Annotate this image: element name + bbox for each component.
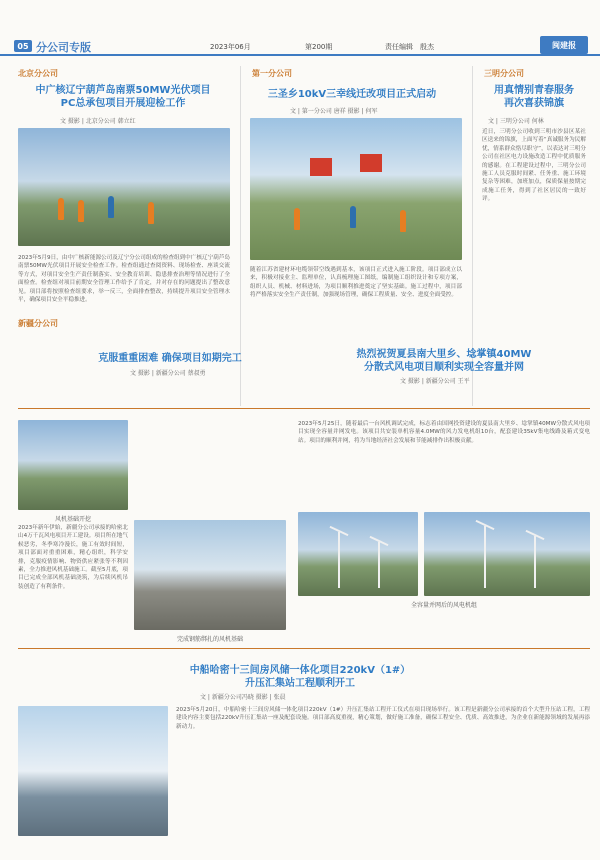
issue-date: 2023年06月 xyxy=(210,43,251,51)
article-3-tag: 三明分公司 xyxy=(484,69,524,78)
editor-label: 责任编辑 xyxy=(385,43,413,51)
worker-figure xyxy=(78,200,84,222)
article-1-photo xyxy=(18,128,230,246)
worker-figure xyxy=(400,210,406,232)
article-4-photo-1 xyxy=(18,420,128,510)
article-5-byline: 文 摄影 | 新疆分公司 王平 xyxy=(400,378,470,385)
section-rule xyxy=(18,408,590,409)
article-1-tag: 北京分公司 xyxy=(18,69,58,78)
red-flag xyxy=(310,158,332,176)
worker-figure xyxy=(148,202,154,224)
article-5-photo-1 xyxy=(298,512,418,596)
article-6-body: 2023年5月20日，中船哈密十三间房风储一体化项目220kV（1#）升压汇集站工程开工仪式在项目现场举行。该工程是新疆分公司承接的首个大型升压站工程，工程建设内容主要包括220kV升压汇集站一座及配套设施。项目部高度重视，精心策划，做好施工准备，确保工程安全、优质、高效推进，为企业在新能源领域的发展再添新动力。 xyxy=(176,707,590,730)
article-3-body: 近日，三明分公司收到三明市沙县区某社区送来的锦旗，上面写着“真诚服务为民解忧，情系群众恪尽职守”，以表达对三明分公司在社区电力设施改造工程中优质服务的感谢。在工程建设过程中，三明分公司施工人员克服时间紧、任务重、施工环境复杂等困难，加班加点，保质保量按期完成施工任务，得到了社区居民的一致好评。 xyxy=(482,129,586,203)
red-flag xyxy=(360,154,382,172)
article-3-headline: 用真情别青春服务 再次喜获锦旗 xyxy=(494,85,574,109)
article-4-caption-1: 风机基础开挖 xyxy=(54,516,91,523)
article-1-headline: 中广核辽宁葫芦岛南票50MW光伏项目 PC总承包项目开展迎检工作 xyxy=(35,85,211,109)
article-4-photo-2 xyxy=(134,520,286,630)
article-2-byline: 文 | 第一分公司 唐祥 摄影 | 何军 xyxy=(290,108,378,115)
article-6-photo xyxy=(18,706,168,836)
editor-name: 殷杰 xyxy=(420,43,434,51)
article-4-tag: 新疆分公司 xyxy=(18,319,58,328)
article-5-body: 2023年5月25日，随着最后一台风机调试完成，标志着由国网投资建设的夏县南大里乡、埝掌镇40MW分散式风电项目实现全容量并网发电。该项目共安装单机容量4.0MW的风力发电机组10台，配套建设35kV集电线路及箱式变电站。项目的顺利并网，将为当地经济社会发展和节能减排作出积极贡献。 xyxy=(298,421,590,444)
section-rule xyxy=(18,648,590,649)
turbine-figure xyxy=(378,542,380,588)
article-2-body: 随着江苏省建材环电缆领带空线遇到基本，该项目正式进入施工阶段。项目部成立以来，积极对接业主、监理单位，认真梳理施工图纸，编制施工组织设计和专项方案，组织人员、机械、材料进场，为项目顺利推进奠定了坚实基础。施工过程中，项目部将严格落实安全生产责任制，加强现场管理，确保工程质量、安全、进度全面受控。 xyxy=(250,267,462,299)
page-number: 05 xyxy=(14,40,32,52)
newspaper-logo: 闽建报 xyxy=(540,36,588,54)
article-4-caption-2: 完成钢筋绑扎的风机基础 xyxy=(176,636,243,643)
article-4-body: 2023年新年伊始，新疆分公司承接的哈密北山4万千瓦风电项目开工建设。项目所在地气候恶劣，冬季寒冷漫长，施工有效时间短，项目部面对重重困难，精心组织，科学安排，克服疫情影响、物资供应紧张等不利因素，全力推进风机基础施工。截至5月底，项目已完成全部风机基础浇筑，为后续风机吊装创造了有利条件。 xyxy=(18,525,128,590)
turbine-figure xyxy=(534,536,536,588)
article-5-photo-2 xyxy=(424,512,590,596)
turbine-figure xyxy=(484,526,486,588)
article-3-byline: 文 | 三明分公司 何林 xyxy=(488,118,544,125)
article-2-photo xyxy=(250,118,462,260)
article-2-tag: 第一分公司 xyxy=(252,69,292,78)
article-5-headline: 热烈祝贺夏县南大里乡、埝掌镇40MW 分散式风电项目顺利实现全容量并网 xyxy=(356,349,532,373)
worker-figure xyxy=(294,208,300,230)
section-name: 分公司专版 xyxy=(36,41,91,54)
masthead xyxy=(0,0,600,56)
worker-figure xyxy=(108,196,114,218)
article-5-caption: 全容量并网后的风电机组 xyxy=(410,602,477,609)
worker-figure xyxy=(58,198,64,220)
article-1-byline: 文 摄影 | 北京分公司 韩立红 xyxy=(60,118,136,125)
article-2-headline: 三圣乡10kV三幸线迁改项目正式启动 xyxy=(267,89,437,100)
article-1-body: 2023年5月9日，由中广核新能源公司及辽宁分公司组成的检查组到中广核辽宁葫芦岛南票50MW光伏项目开展安全检查工作。检查组通过查阅资料、现场检查、座谈交流等方式，对项目安全生产责任制落实、安全教育培训、隐患排查治理等情况进行了全面检查。检查组对项目前期安全管理工作给予了肯定，并对存在的问题提出了整改意见。项目部将按照检查组要求，举一反三，全面排查整改，持续提升项目安全管理水平，确保项目安全平稳推进。 xyxy=(18,255,230,304)
article-4-byline: 文 摄影 | 新疆分公司 蔡叔勇 xyxy=(130,370,206,377)
article-6-byline: 文 | 新疆分公司冯晓 摄影 | 张晨 xyxy=(200,694,286,701)
turbine-figure xyxy=(338,532,340,588)
issue-number: 第200期 xyxy=(305,43,333,51)
article-6-headline: 中船哈密十三间房风储一体化项目220kV（1#） 升压汇集站工程顺利开工 xyxy=(189,665,411,689)
article-4-headline: 克服重重困难 确保项目如期完工 xyxy=(98,353,242,364)
worker-figure xyxy=(350,206,356,228)
